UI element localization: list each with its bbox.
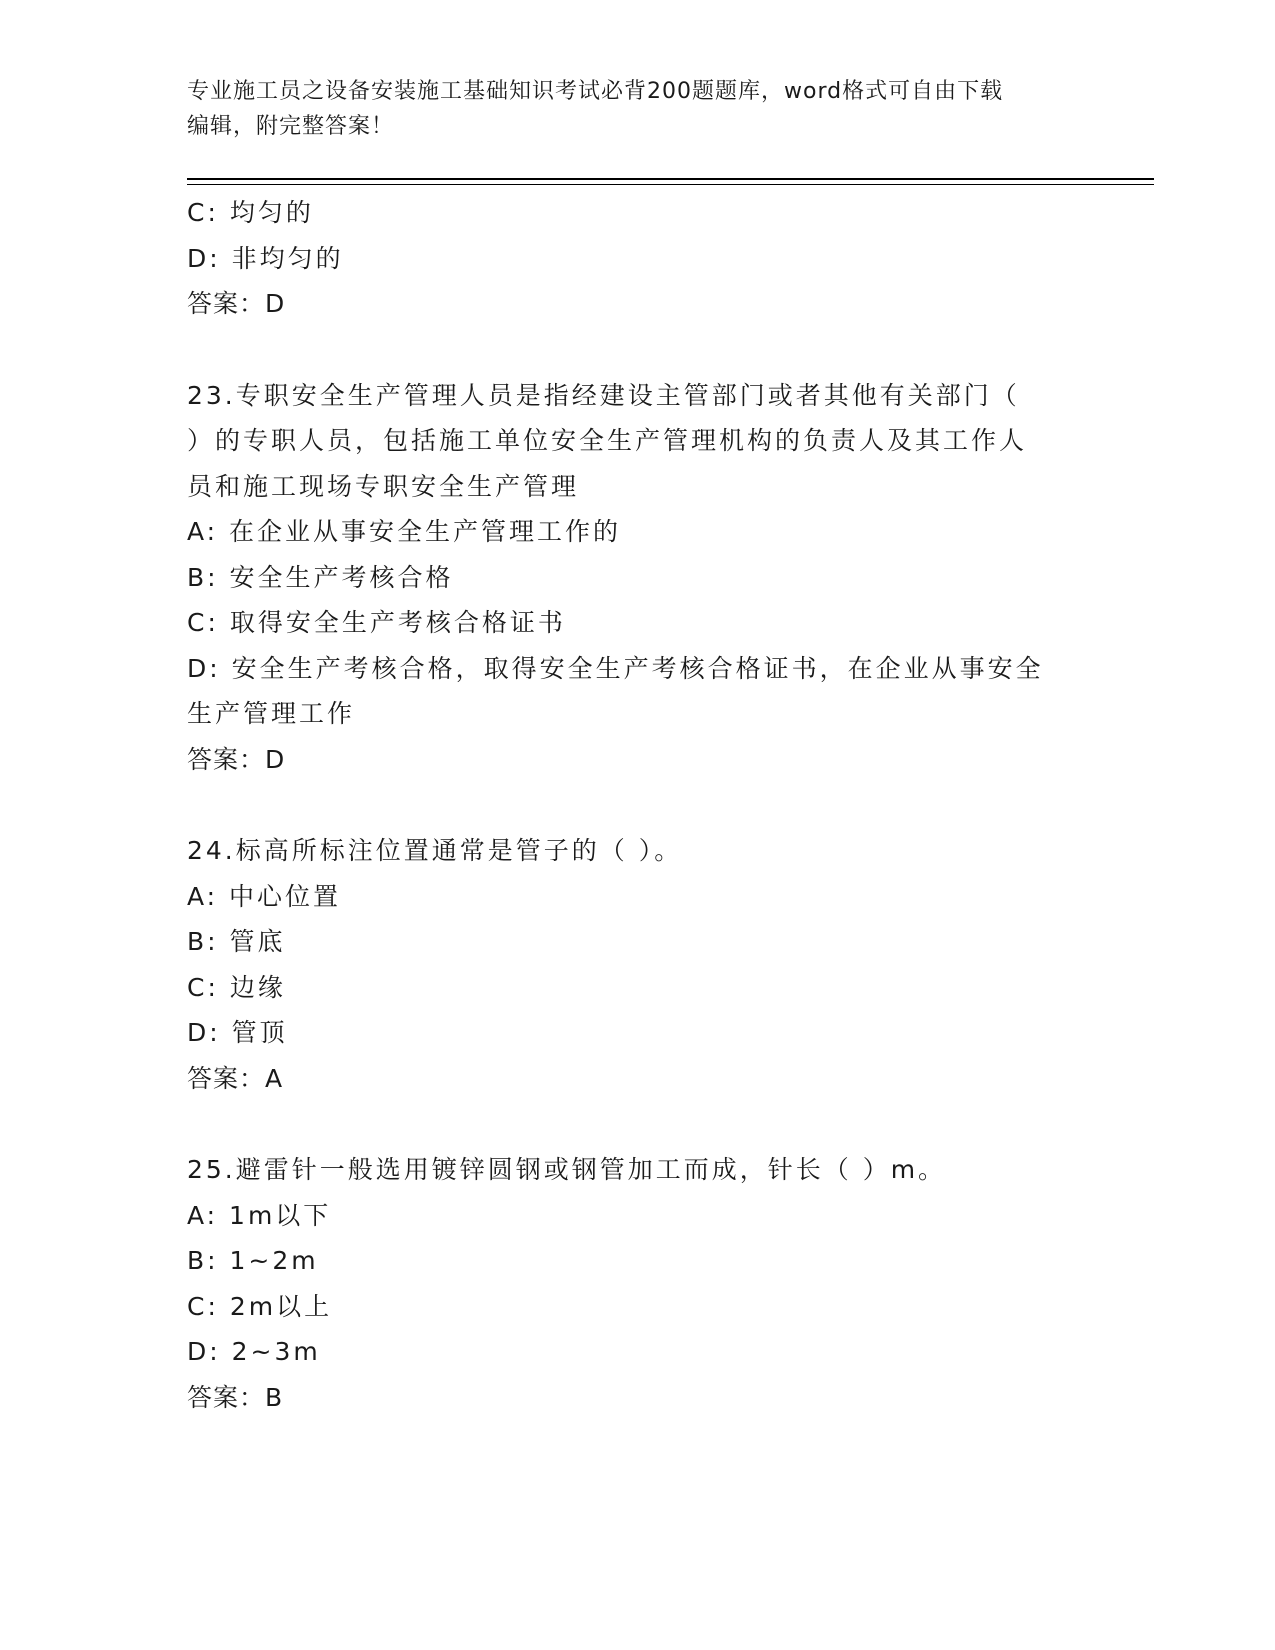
header-title-line-1: 专业施工员之设备安装施工基础知识考试必背200题题库，word格式可自由下载 [187, 79, 1004, 104]
document-body [187, 190, 1087, 1420]
answer: 答案：B [187, 1382, 284, 1412]
question-text: 25.避雷针一般选用镀锌圆钢或钢管加工而成，针长（ ）m。 [187, 1155, 947, 1184]
question-text: 员和施工现场专职安全生产管理 [187, 471, 580, 501]
option-a: A: 中心位置 [187, 881, 342, 911]
question-24 [187, 828, 1087, 1101]
question-22-tail [187, 190, 1087, 327]
option-d: D: 2~3m [187, 1337, 321, 1366]
option-d-continuation: 生产管理工作 [187, 699, 356, 728]
option-a: A: 1m以下 [187, 1200, 332, 1230]
answer: 答案：D [187, 289, 286, 318]
header-divider [187, 178, 1154, 185]
option-c: C: 边缘 [187, 972, 286, 1002]
answer: 答案：D [187, 744, 286, 774]
option-b: B: 1~2m [187, 1246, 319, 1275]
question-text: ）的专职人员，包括施工单位安全生产管理机构的负责人及其工作人 [187, 426, 1028, 455]
option-c: C: 取得安全生产考核合格证书 [187, 608, 566, 637]
option-b: B: 安全生产考核合格 [187, 562, 454, 592]
option-a: A: 在企业从事安全生产管理工作的 [187, 517, 622, 546]
option-b: B: 管底 [187, 927, 286, 956]
answer: 答案：A [187, 1063, 284, 1093]
question-23 [187, 373, 1087, 783]
question-text: 24.标高所标注位置通常是管子的（ ）。 [187, 836, 683, 865]
question-25 [187, 1147, 1087, 1420]
option-c: C: 均匀的 [187, 198, 314, 227]
option-d: D: 安全生产考核合格，取得安全生产考核合格证书，在企业从事安全 [187, 653, 1044, 683]
option-d: D: 管顶 [187, 1018, 288, 1047]
document-header [187, 74, 1087, 144]
question-text: 23.专职安全生产管理人员是指经建设主管部门或者其他有关部门（ [187, 380, 1020, 410]
option-d: D: 非均匀的 [187, 243, 344, 273]
option-c: C: 2m以上 [187, 1291, 333, 1321]
header-title-line-2: 编辑，附完整答案！ [187, 114, 395, 139]
